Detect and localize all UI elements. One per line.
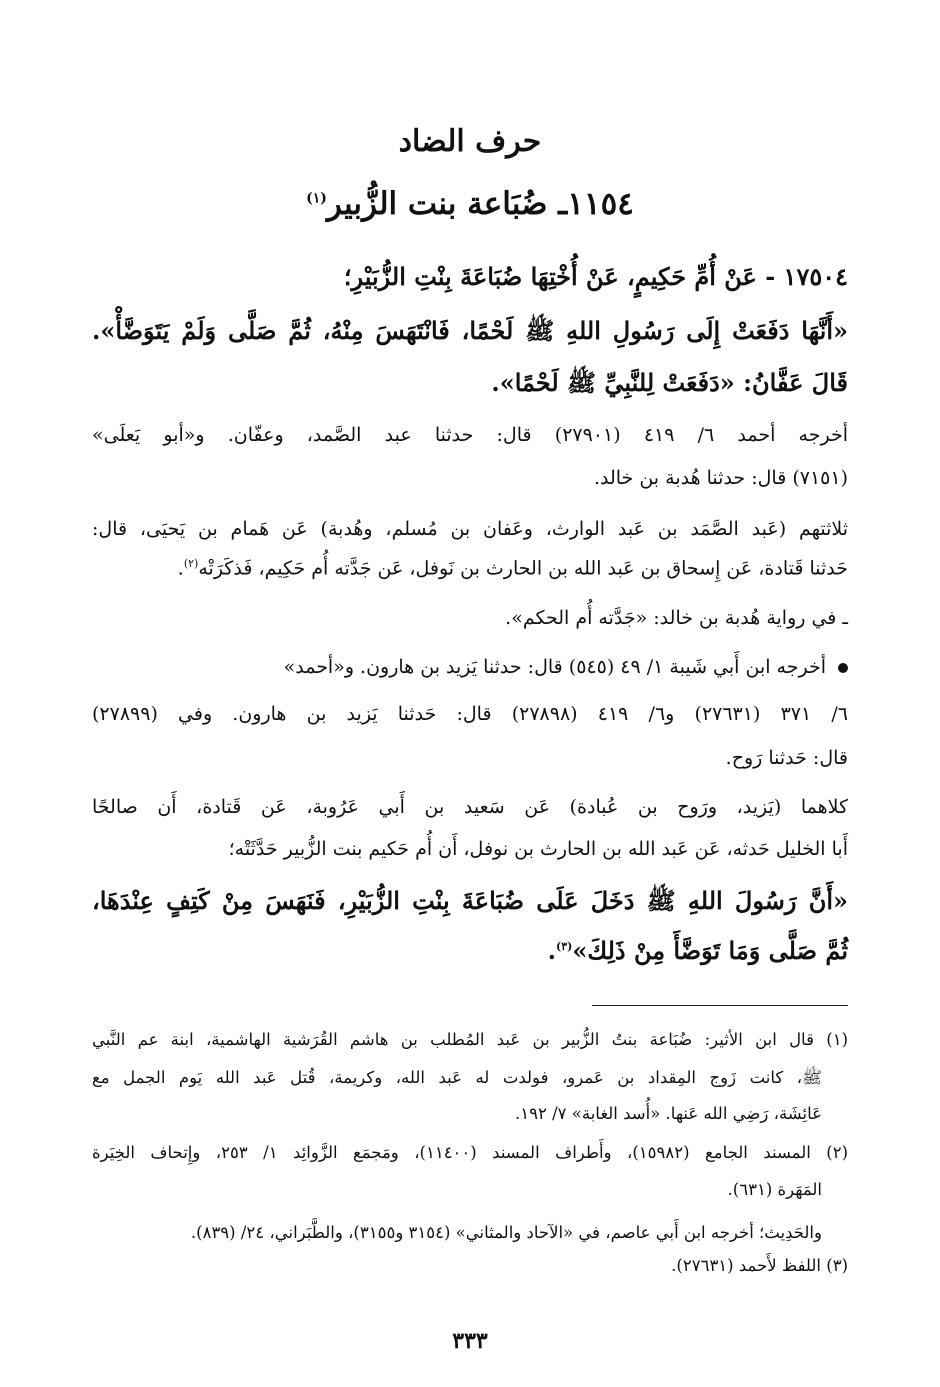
- footnote-ref: (٣): [556, 940, 573, 953]
- takhrij-text: أخرجه ابن أَبي شَيبة ١/ ٤٩ (٥٤٥) قال: حدثنا يَزيد بن هارون. و«أحمد»: [283, 656, 826, 678]
- hadith-line: «أَنَّ رَسُولَ اللهِ ﷺ دَخَلَ عَلَى ضُبَاعَةَ بِنْتِ الزُّبَيْرِ، فَنَهَسَ مِنْ كَتِفٍ عِنْدَهَا،: [92, 886, 848, 915]
- variant-note: ـ في رواية هُدبة بن خالد: «جَدَّته أُم الحكم».: [505, 607, 848, 629]
- takhrij-line: قال: حَدثنا رَوح.: [725, 747, 848, 769]
- hadith-line: [92, 936, 848, 965]
- takhrij-line: (٧١٥١) قال: حدثنا هُدبة بن خالد.: [593, 467, 848, 489]
- footnote-line: عَائِشَة، رَضِي الله عَنها. «أُسد الغابة» ٧/ ١٩٢.: [514, 1104, 822, 1123]
- entry-title-text: ١١٥٤ـ ضُبَاعة بنت الزُّبير: [326, 186, 634, 222]
- chapter-title: حرف الضاد: [398, 124, 542, 159]
- hadith-text: ثُمَّ صَلَّى وَمَا تَوَضَّأَ مِنْ ذَلِكَ»: [572, 936, 848, 965]
- page-number: ٣٣٣: [452, 1328, 488, 1354]
- hadith-end: .: [547, 936, 556, 965]
- footnote-line: والحَدِيث؛ أخرجه ابن أَبي عاصم، في «الآحاد والمثاني» (٣١٥٤ و٣١٥٥)، والطَّبَراني، ٢٤/ (٨٣٩).: [190, 1223, 822, 1242]
- takhrij-line: ٦/ ٣٧١ (٢٧٦٣١) و٦/ ٤١٩ (٢٧٨٩٨) قال: حَدثنا يَزيد بن هارون. وفي (٢٧٨٩٩): [92, 703, 848, 725]
- chain-paragraph-line: كلاهما (يَزيد، ورَوح بن عُبادة) عَن سَعيد بن أَبي عَرُوبة، عَن قَتادة، أَن صالحًا: [92, 796, 848, 818]
- footnote-line: (٢) المسند الجامع (١٥٩٨٢)، وأَطراف المسند (١١٤٠٠)، ومَجمَع الزَّوائِد ١/ ٢٥٣، وإِتحاف الخِيَرة: [92, 1143, 849, 1162]
- chain-paragraph-line: ثلاثتهم (عَبد الصَّمَد بن عَبد الوارث، وعَفان بن مُسلم، وهُدبة) عَن هَمام بن يَحيَى، قال:: [92, 518, 848, 540]
- bullet-icon: [838, 663, 848, 673]
- entry-title: [0, 186, 940, 222]
- hadith-line: ١٧٥٠٤ - عَنْ أُمِّ حَكِيمٍ، عَنْ أُخْتِهَا ضُبَاعَةَ بِنْتِ الزُّبَيْرِ؛: [343, 262, 848, 291]
- footnote-line: (١) قال ابن الأثير: ضُبَاعة بنتُ الزُّبير بن عَبد المُطلب بن هاشم القُرَشية الهاشمية، ابنة عم النَّبي: [92, 1030, 848, 1049]
- footnote-line: ﷺ، كانت زَوج المِقداد بن عَمرو، فولدت له عَبد الله، وكريمة، قُتل عَبد الله يَوم الجمل مع: [92, 1068, 822, 1087]
- hadith-line: «أَنَّهَا دَفَعَتْ إِلَى رَسُولِ اللهِ ﷺ لَحْمًا، فَانْتَهَسَ مِنْهُ، ثُمَّ صَلَّى وَلَمْ يَتَوَضَّأْ».: [92, 316, 848, 345]
- entry-footnote-ref: (١): [306, 190, 327, 207]
- footnote-line: المَهَرة (٦٣١).: [727, 1180, 822, 1199]
- footnote-ref: (٢): [183, 557, 199, 570]
- footnote-line: (٣) اللفظ لأَحمد (٢٧٦٣١).: [671, 1256, 848, 1275]
- hadith-line: قَالَ عَفَّانُ: «دَفَعَتْ لِلنَّبِيِّ ﷺ لَحْمًا».: [491, 368, 848, 397]
- takhrij-line: أخرجه أحمد ٦/ ٤١٩ (٢٧٩٠١) قال: حدثنا عبد الصَّمد، وعفّان. و«أبو يَعلَى»: [92, 424, 848, 446]
- footnote-divider: [592, 1005, 848, 1006]
- takhrij-line: [92, 656, 848, 678]
- chain-paragraph-text: حَدثنا قَتادة، عَن إِسحاق بن عَبد الله بن الحارث بن نَوفل، عَن جَدَّته أُم حَكِيم، فَذكَرَتْه: [198, 557, 848, 580]
- chain-paragraph-line: [92, 557, 848, 579]
- chain-paragraph-line: أَبا الخليل حَدثه، عَن عَبد الله بن الحارث بن نوفل، أَن أُم حَكيم بنت الزُّبير حَدَّثَتْه؛: [228, 838, 848, 860]
- chain-paragraph-end: .: [177, 557, 184, 580]
